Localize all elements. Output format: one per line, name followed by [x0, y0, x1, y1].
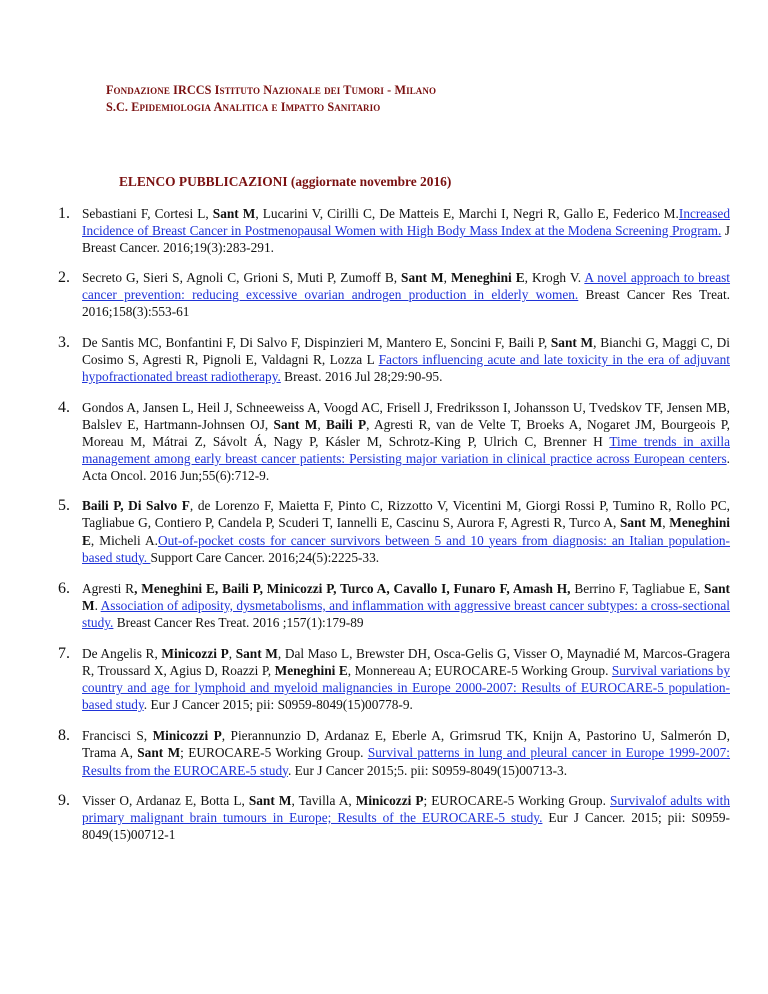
publication-number: 2. — [58, 269, 70, 287]
citation-text: Breast. 2016 Jul 28;29:90-95. — [280, 368, 443, 384]
highlighted-author: Sant M — [273, 416, 318, 432]
publication-item — [58, 792, 730, 843]
publication-item — [58, 399, 730, 484]
citation-text: , de Lorenzo F, Maietta F, Pinto C, Rizzotto V, Vicentini M, Giorgi Rossi P, Tumino R, Rollo PC, Tagliabue G, Contiero P, Candela P, Scuderi T, Iannelli E, Cascinu S, Aurora F, Agresti R, Turco A, — [82, 498, 730, 531]
publication-title-link[interactable]: Association of adiposity, dysmetabolisms, and inflammation with aggressive breast cancer subtypes: a cross-sectional study. — [82, 597, 731, 630]
publication-item — [58, 334, 730, 385]
citation-text: Sebastiani F, Cortesi L, — [82, 206, 213, 221]
citation-text: Breast Cancer Res Treat. 2016 ;157(1):179-89 — [113, 614, 364, 630]
citation-text: De Santis MC, Bonfantini F, Di Salvo F, Dispinzieri M, Mantero E, Soncini F, Baili P, — [82, 334, 551, 350]
publication-item — [58, 727, 730, 778]
publication-title-link[interactable]: Survival patterns in lung and pleural cancer in Europe 1999-2007: Results from the EUROCARE-5 study — [82, 745, 731, 778]
highlighted-author: Sant M — [620, 515, 663, 531]
highlighted-author: Sant M — [137, 745, 181, 761]
highlighted-author: Meneghini E — [450, 270, 525, 286]
highlighted-author: Sant M — [550, 334, 594, 350]
publication-number: 1. — [58, 205, 70, 222]
publication-citation — [82, 205, 730, 256]
citation-text: ; EUROCARE-5 Working Group. — [423, 792, 610, 808]
citation-text: . Eur J Cancer 2015;5. pii: S0959-8049(15)00713-3. — [287, 762, 568, 778]
citation-text: , — [317, 416, 326, 432]
publication-item — [58, 269, 730, 320]
highlighted-author: Minicozzi P — [161, 645, 229, 661]
highlighted-author: Sant M — [82, 580, 731, 613]
highlighted-author: Minicozzi P — [152, 728, 222, 744]
citation-text: , Bianchi G, Maggi C, Di Cosimo S, Agresti R, Pignoli E, Valdagni R, Lozza L — [82, 334, 730, 367]
publication-citation — [82, 580, 730, 631]
publication-title-link[interactable]: A novel approach to breast cancer prevention: reducing excessive ovarian androgen production in elderly women. — [82, 270, 731, 303]
publication-item — [58, 497, 730, 565]
citation-text: Visser O, Ardanaz E, Botta L, — [82, 792, 249, 808]
publication-number: 4. — [58, 398, 70, 416]
citation-text: Support Care Cancer. 2016;24(5):2225-33. — [150, 549, 380, 565]
publication-title-link[interactable]: Survival variations by country and age for lymphoid and myeloid malignancies in Europe 2000-2007: Results of EUROCARE-5 population-based study — [82, 663, 730, 713]
publication-number: 6. — [58, 579, 70, 597]
highlighted-author: Sant M — [401, 270, 444, 286]
department-name: S.C. Epidemiologia Analitica e Impatto Sanitario — [106, 100, 381, 114]
citation-text: , Dal Maso L, Brewster DH, Osca-Gelis G, Visser O, Maynadié M, Marcos-Gragera R, Troussard X, Agius D, Roazzi P, — [82, 645, 730, 679]
highlighted-author: Sant M — [212, 206, 256, 221]
highlighted-author: Baili P, Di Salvo F — [82, 498, 190, 514]
citation-text: Berrino F, Tagliabue E, — [570, 580, 705, 596]
citation-text: . Eur J Cancer 2015; pii: S0959-8049(15)00778-9. — [143, 697, 413, 713]
citation-text: , Agresti R, van de Velte T, Broeks A, Nogaret JM, Bourgeois P, Moreau M, Mátrai Z, Sávolt Á, Nagy P, Kásler M, Schrotz-King P, Ulrich C, Brenner H — [82, 416, 731, 450]
publication-title-link[interactable]: Survivalof adults with primary malignant brain tumours in Europe; Results of the EUROCARE-5 study. — [82, 792, 730, 825]
publication-item — [58, 580, 730, 631]
highlighted-author: Meneghini E — [82, 515, 731, 548]
citation-text: , Pierannunzio D, Ardanaz E, Eberle A, Grimsrud TK, Knijn A, Pastorino U, Salmerón D, Trama A, — [82, 728, 730, 761]
citation-text: Francisci S, — [82, 728, 153, 744]
publication-title-link[interactable]: Time trends in axilla management among early breast cancer patients: Persisting major variation in clinical practice across European centers — [82, 434, 730, 467]
citation-text: Secreto G, Sieri S, Agnoli C, Grioni S, Muti P, Zumoff B, — [82, 270, 402, 286]
publication-citation — [82, 645, 730, 713]
citation-text: De Angelis R, — [82, 645, 162, 661]
highlighted-author: Sant M — [248, 792, 292, 808]
highlighted-author: Sant M — [235, 645, 278, 661]
citation-text: ; EUROCARE-5 Working Group. — [180, 745, 368, 761]
citation-text: , Lucarini V, Cirilli C, De Matteis E, Marchi I, Negri R, Gallo E, Federico M. — [255, 206, 679, 221]
citation-text: Breast Cancer Res Treat. 2016;158(3):553-61 — [82, 287, 730, 320]
highlighted-author: Meneghini E — [274, 663, 348, 679]
publication-item — [58, 645, 730, 713]
citation-text: Eur J Cancer. 2015; pii: S0959-8049(15)00712-1 — [82, 809, 730, 842]
citation-text: Gondos A, Jansen L, Heil J, Schneeweiss A, Voogd AC, Frisell J, Fredriksson I, Johansson U, Tvedskov TF, Jensen MB, Balslev E, Hartmann-Johnsen OJ, — [82, 399, 730, 432]
publications-list — [58, 205, 730, 843]
publication-citation — [82, 334, 730, 385]
publication-citation — [82, 399, 730, 484]
institution-name: Fondazione IRCCS Istituto Nazionale dei Tumori - Milano — [106, 83, 437, 97]
publication-number: 9. — [58, 791, 70, 809]
citation-text: Agresti R — [82, 580, 135, 596]
citation-text: , — [662, 515, 670, 531]
citation-text: , — [228, 645, 236, 661]
publication-title-link[interactable]: Increased Incidence of Breast Cancer in Postmenopausal Women with High Body Mass Index at the Modena Screening Program. — [82, 206, 730, 239]
publication-citation — [82, 727, 730, 778]
publication-number: 8. — [58, 727, 70, 745]
citation-text: , Monnereau A; EUROCARE-5 Working Group. — [347, 663, 612, 679]
highlighted-author: Minicozzi P — [355, 792, 424, 808]
publication-number: 5. — [58, 497, 70, 515]
publication-title-link[interactable]: Factors influencing acute and late toxicity in the era of adjuvant hypofractionated breast radiotherapy. — [82, 351, 730, 384]
citation-text: , Krogh V. — [524, 270, 585, 286]
publication-number: 3. — [58, 333, 70, 351]
institution-header — [106, 82, 436, 116]
citation-text: . — [94, 597, 101, 613]
highlighted-author: Baili P — [325, 416, 367, 432]
citation-text: . Acta Oncol. 2016 Jun;55(6):712-9. — [82, 451, 730, 484]
publication-citation — [82, 269, 730, 320]
publication-number: 7. — [58, 644, 70, 662]
publication-title-link[interactable]: Out-of-pocket costs for cancer survivors between 5 and 10 years from diagnosis: an Italian population-based study. — [82, 532, 731, 565]
publication-citation — [82, 497, 730, 565]
publications-list-title: ELENCO PUBBLICAZIONI (aggiornate novembre 2016) — [119, 174, 452, 189]
publication-item — [58, 205, 730, 256]
publication-citation — [82, 792, 730, 843]
citation-text: , Tavilla A, — [291, 792, 356, 808]
citation-text: J Breast Cancer. 2016;19(3):283-291. — [82, 223, 730, 256]
highlighted-author: , Meneghini E, Baili P, Minicozzi P, Turco A, Cavallo I, Funaro F, Amash H, — [134, 580, 571, 596]
citation-text: , — [443, 270, 451, 286]
citation-text: , Micheli A. — [90, 532, 158, 548]
